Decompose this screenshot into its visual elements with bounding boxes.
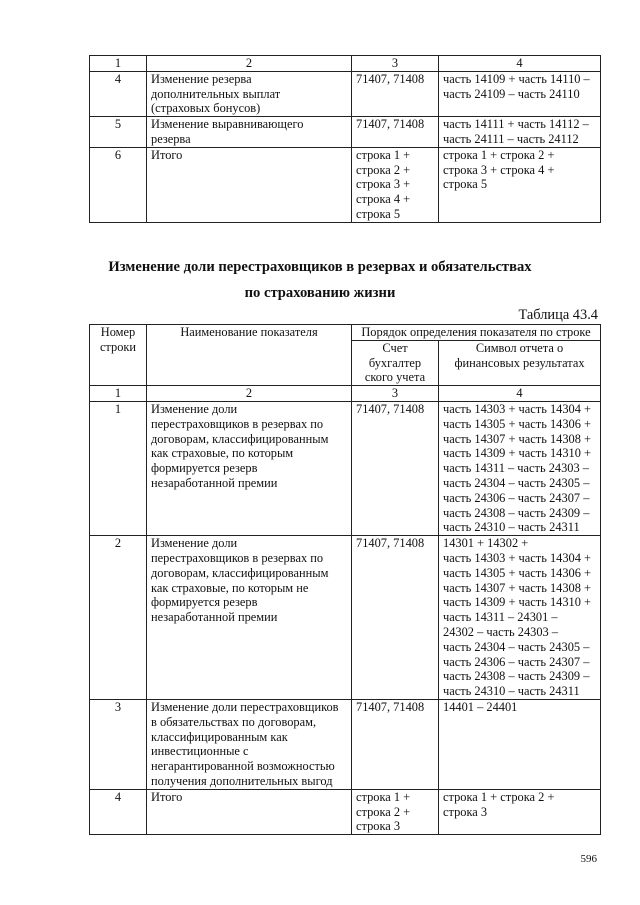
- symbol-cell-line: 24302 – часть 24303 –: [443, 624, 559, 639]
- table-body: [90, 325, 601, 835]
- header-group: Порядок определения показателя по строке: [352, 325, 601, 341]
- indicator-name-line: договорам, классифицированным: [151, 565, 329, 580]
- indicator-name-line: незаработанной премии: [151, 475, 278, 490]
- symbol-cell-line: часть 14311 – 24301 –: [443, 610, 558, 625]
- symbol-cell: [439, 71, 601, 116]
- account-cell: [352, 117, 439, 148]
- symbol-cell-line: часть 14109 + часть 14110 –: [443, 71, 590, 86]
- table-row: [90, 699, 601, 789]
- indicator-name-line: незаработанной премии: [151, 610, 278, 625]
- symbol-cell-line: строка 3 + строка 4 +: [443, 162, 555, 177]
- page-number: 596: [580, 853, 597, 865]
- indicator-name-line: перестраховщиков в резервах по: [151, 416, 324, 431]
- symbol-cell-line: строка 1 + строка 2 +: [443, 147, 555, 162]
- symbol-cell-line: часть 14303 + часть 14304 +: [443, 550, 592, 565]
- account-cell-line: 71407, 71408: [356, 536, 425, 551]
- symbol-cell: [439, 117, 601, 148]
- numbering-cell: 4: [439, 386, 601, 402]
- symbol-cell-line: часть 24310 – часть 24311: [443, 520, 580, 535]
- header-row-number: [90, 325, 147, 386]
- account-cell: [352, 699, 439, 789]
- account-cell: [352, 147, 439, 222]
- header-text: финансовых результатах: [454, 355, 585, 370]
- numbering-cell: 2: [147, 386, 352, 402]
- table-body: [90, 56, 601, 223]
- account-cell-line: строка 1 +: [356, 147, 411, 162]
- header-text: Счет: [382, 340, 408, 355]
- symbol-cell-line: часть 24310 – часть 24311: [443, 684, 580, 699]
- symbol-cell-line: часть 14305 + часть 14306 +: [443, 416, 592, 431]
- header-cell: 1: [90, 56, 147, 72]
- header-cell: 2: [147, 56, 352, 72]
- symbol-cell: [439, 536, 601, 700]
- symbol-cell-line: часть 14111 + часть 14112 –: [443, 117, 589, 132]
- row-number: 5: [90, 117, 147, 148]
- indicator-name-line: Изменение резерва: [151, 71, 252, 86]
- header-text: бухгалтер: [368, 355, 422, 370]
- symbol-cell-line: часть 24304 – часть 24305 –: [443, 639, 590, 654]
- row-number: 1: [90, 401, 147, 535]
- indicator-name-line: Изменение выравнивающего: [151, 117, 304, 132]
- indicator-name-line: как страховые, по которым: [151, 446, 294, 461]
- symbol-cell-line: строка 5: [443, 177, 488, 192]
- symbol-cell-line: часть 24111 – часть 24112: [443, 131, 579, 146]
- indicator-name-line: Изменение доли перестраховщиков: [151, 699, 339, 714]
- table-numbering-row: [90, 386, 601, 402]
- numbering-cell: 1: [90, 386, 147, 402]
- header-cell: 4: [439, 56, 601, 72]
- indicator-name-line: Изменение доли: [151, 536, 238, 551]
- symbol-cell-line: часть 14303 + часть 14304 +: [443, 401, 592, 416]
- account-cell-line: строка 1 +: [356, 789, 411, 804]
- row-number: 2: [90, 536, 147, 700]
- symbol-cell-line: часть 24306 – часть 24307 –: [443, 490, 590, 505]
- indicator-name: [147, 71, 352, 116]
- header-indicator-name: Наименование показателя: [147, 325, 352, 386]
- indicator-name-line: инвестиционные с: [151, 744, 249, 759]
- indicator-name-line: классифицированным как: [151, 729, 288, 744]
- symbol-cell-line: часть 24109 – часть 24110: [443, 86, 580, 101]
- numbering-cell: 3: [352, 386, 439, 402]
- header-text: строки: [99, 339, 137, 354]
- indicator-name-line: в обязательствах по договорам,: [151, 714, 317, 729]
- indicator-name: [147, 117, 352, 148]
- row-number: 6: [90, 147, 147, 222]
- indicator-name: [147, 699, 352, 789]
- row-number: 4: [90, 789, 147, 834]
- account-cell: [352, 71, 439, 116]
- symbol-cell-line: 14401 – 24401: [443, 699, 518, 714]
- account-cell-line: строка 3: [356, 819, 401, 834]
- table-row: [90, 147, 601, 222]
- account-cell-line: строка 2 +: [356, 162, 411, 177]
- table-label: Таблица 43.4: [518, 307, 598, 323]
- account-cell: [352, 789, 439, 834]
- indicator-name-line: договорам, классифицированным: [151, 431, 329, 446]
- account-cell-line: 71407, 71408: [356, 401, 425, 416]
- account-cell-line: строка 5: [356, 206, 401, 221]
- indicator-name-line: как страховые, по которым не: [151, 580, 309, 595]
- header-account: [352, 340, 439, 385]
- account-cell-line: 71407, 71408: [356, 71, 425, 86]
- indicator-name: [147, 536, 352, 700]
- table-43-4: [89, 324, 601, 835]
- indicator-name-line: перестраховщиков в резервах по: [151, 550, 324, 565]
- table-row: [90, 536, 601, 700]
- header-symbol: [439, 340, 601, 385]
- symbol-cell-line: часть 14305 + часть 14306 +: [443, 565, 592, 580]
- row-number: 3: [90, 699, 147, 789]
- indicator-name-line: резерва: [151, 131, 191, 146]
- account-cell-line: строка 4 +: [356, 192, 411, 207]
- row-number: 4: [90, 71, 147, 116]
- symbol-cell-line: строка 1 + строка 2 +: [443, 789, 555, 804]
- symbol-cell-line: часть 14307 + часть 14308 +: [443, 580, 592, 595]
- symbol-cell-line: часть 14309 + часть 14310 +: [443, 595, 592, 610]
- symbol-cell: [439, 789, 601, 834]
- indicator-name-line: Итого: [151, 147, 183, 162]
- header-text: Номер: [100, 325, 136, 339]
- account-cell-line: 71407, 71408: [356, 699, 425, 714]
- symbol-cell-line: часть 24308 – часть 24309 –: [443, 669, 590, 684]
- indicator-name-line: Изменение доли: [151, 401, 238, 416]
- header-cell: 3: [352, 56, 439, 72]
- header-text: Символ отчета о: [475, 340, 564, 355]
- table-row: [90, 117, 601, 148]
- symbol-cell-line: часть 14311 – часть 24303 –: [443, 461, 589, 476]
- indicator-name-line: негарантированной возможностью: [151, 759, 335, 774]
- indicator-name-line: формируется резерв: [151, 461, 258, 476]
- indicator-name-line: формируется резерв: [151, 595, 258, 610]
- table-row: [90, 789, 601, 834]
- symbol-cell-line: часть 24304 – часть 24305 –: [443, 475, 590, 490]
- indicator-name: [147, 401, 352, 535]
- account-cell-line: строка 3 +: [356, 177, 411, 192]
- indicator-name-line: получения дополнительных выгод: [151, 773, 333, 788]
- symbol-cell: [439, 147, 601, 222]
- account-cell-line: 71407, 71408: [356, 117, 425, 132]
- header-text: ского учета: [364, 370, 426, 385]
- indicator-name: [147, 789, 352, 834]
- symbol-cell-line: часть 14309 + часть 14310 +: [443, 446, 592, 461]
- section-title-continued: по страхованию жизни: [244, 285, 396, 301]
- symbol-cell-line: часть 24308 – часть 24309 –: [443, 505, 590, 520]
- symbol-cell: [439, 699, 601, 789]
- indicator-name-line: (страховых бонусов): [151, 101, 261, 116]
- symbol-cell: [439, 401, 601, 535]
- symbol-cell-line: часть 24306 – часть 24307 –: [443, 654, 590, 669]
- symbol-cell-line: строка 3: [443, 804, 488, 819]
- section-title: Изменение доли перестраховщиков в резервах и обязательствах: [108, 259, 532, 275]
- table-row: [90, 401, 601, 535]
- symbol-cell-line: часть 14307 + часть 14308 +: [443, 431, 592, 446]
- symbol-cell-line: 14301 + 14302 +: [443, 536, 529, 551]
- table-row: [90, 71, 601, 116]
- account-cell: [352, 536, 439, 700]
- table-header-row: [90, 325, 601, 341]
- table-header-row: [90, 56, 601, 72]
- account-cell-line: строка 2 +: [356, 804, 411, 819]
- indicator-name: [147, 147, 352, 222]
- indicator-name-line: Итого: [151, 789, 183, 804]
- table-continuation: [89, 55, 601, 223]
- account-cell: [352, 401, 439, 535]
- indicator-name-line: дополнительных выплат: [151, 86, 281, 101]
